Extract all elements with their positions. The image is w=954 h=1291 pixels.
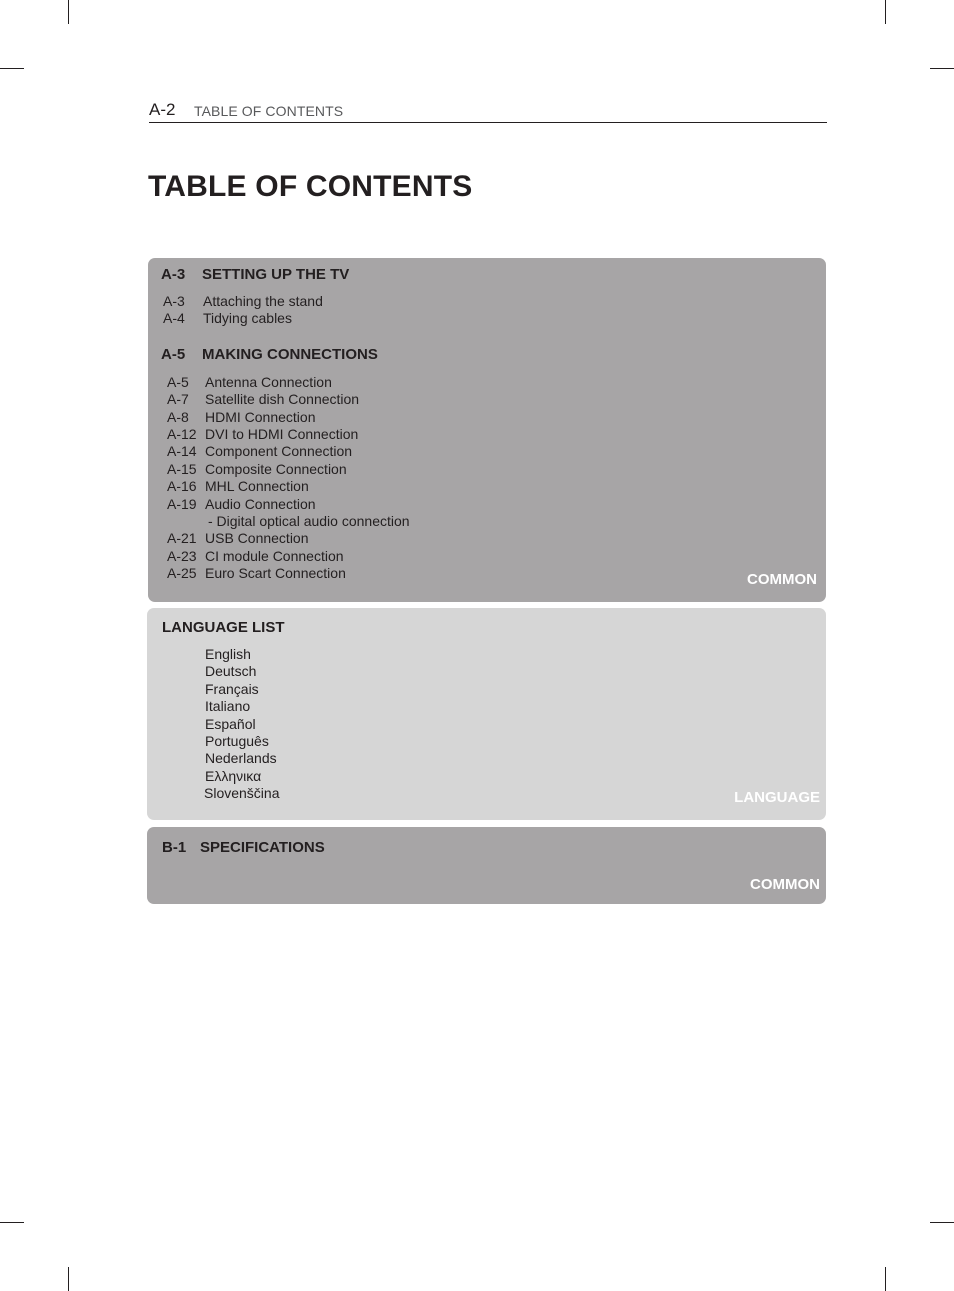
section-page-number: A-5 bbox=[161, 346, 186, 363]
language-item[interactable]: Deutsch bbox=[205, 663, 257, 679]
section-page-number: B-1 bbox=[162, 839, 187, 856]
toc-section-heading[interactable] bbox=[161, 346, 378, 363]
crop-mark bbox=[68, 0, 69, 24]
entry-label: Component Connection bbox=[205, 443, 353, 459]
entry-label: Tidying cables bbox=[203, 310, 292, 326]
entry-label: Attaching the stand bbox=[203, 293, 323, 309]
entry-page-number: A-15 bbox=[167, 461, 197, 477]
section-title: SPECIFICATIONS bbox=[200, 839, 325, 856]
entry-label: HDMI Connection bbox=[205, 409, 316, 425]
entry-page-number: A-3 bbox=[163, 293, 185, 309]
entry-label: MHL Connection bbox=[205, 478, 309, 494]
crop-mark bbox=[0, 1222, 24, 1223]
entry-page-number: A-5 bbox=[167, 374, 189, 390]
entry-page-number: A-23 bbox=[167, 548, 197, 564]
crop-mark bbox=[0, 68, 24, 69]
language-item[interactable]: Español bbox=[205, 716, 256, 732]
language-item[interactable]: Ελληνικα bbox=[205, 768, 262, 784]
crop-mark bbox=[930, 1222, 954, 1223]
panel-tag-language: LANGUAGE bbox=[734, 789, 820, 806]
entry-page-number: A-8 bbox=[167, 409, 189, 425]
toc-section-heading[interactable] bbox=[162, 839, 325, 856]
crop-mark bbox=[930, 68, 954, 69]
entry-page-number: A-16 bbox=[167, 478, 197, 494]
language-item[interactable]: Português bbox=[205, 733, 269, 749]
language-item[interactable]: Slovenščina bbox=[204, 785, 280, 801]
entry-label: CI module Connection bbox=[205, 548, 344, 564]
header-section-title: TABLE OF CONTENTS bbox=[194, 103, 344, 119]
entry-label: Audio Connection bbox=[205, 496, 316, 512]
entry-label: USB Connection bbox=[205, 530, 309, 546]
entry-label: Satellite dish Connection bbox=[205, 391, 360, 407]
entry-label: Antenna Connection bbox=[205, 374, 332, 390]
panel-tag-common: COMMON bbox=[750, 876, 820, 893]
entry-label: - Digital optical audio connection bbox=[208, 513, 410, 529]
page-title: TABLE OF CONTENTS bbox=[148, 170, 473, 203]
language-item[interactable]: Français bbox=[205, 681, 259, 697]
entry-page-number: A-19 bbox=[167, 496, 197, 512]
entry-page-number: A-14 bbox=[167, 443, 197, 459]
entry-label: Composite Connection bbox=[205, 461, 347, 477]
entry-page-number: A-21 bbox=[167, 530, 197, 546]
toc-panel-language bbox=[147, 608, 826, 820]
entry-page-number: A-25 bbox=[167, 565, 197, 581]
section-page-number: A-3 bbox=[161, 266, 186, 283]
running-header bbox=[149, 100, 827, 123]
toc-panel-specifications bbox=[147, 827, 826, 904]
language-item[interactable]: Italiano bbox=[205, 698, 251, 714]
entry-label: Euro Scart Connection bbox=[205, 565, 346, 581]
toc-section-heading[interactable] bbox=[161, 266, 349, 283]
entry-page-number: A-7 bbox=[167, 391, 189, 407]
crop-mark bbox=[885, 0, 886, 24]
crop-mark bbox=[885, 1267, 886, 1291]
language-list-heading[interactable]: LANGUAGE LIST bbox=[162, 619, 285, 636]
section-title: SETTING UP THE TV bbox=[202, 266, 350, 283]
toc-panel-common bbox=[148, 258, 826, 602]
entry-label: DVI to HDMI Connection bbox=[205, 426, 359, 442]
page-number: A-2 bbox=[149, 100, 176, 119]
entry-page-number: A-4 bbox=[163, 310, 185, 326]
panel-tag-common: COMMON bbox=[747, 571, 817, 588]
crop-mark bbox=[68, 1267, 69, 1291]
section-title: MAKING CONNECTIONS bbox=[202, 346, 378, 363]
language-item[interactable]: English bbox=[205, 646, 251, 662]
entry-page-number: A-12 bbox=[167, 426, 197, 442]
language-item[interactable]: Nederlands bbox=[205, 750, 277, 766]
